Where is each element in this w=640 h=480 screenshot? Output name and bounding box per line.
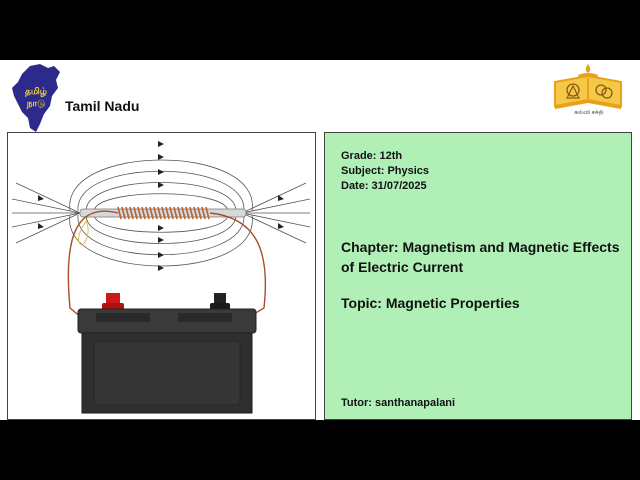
tutor-text: Tutor: santhanapalani <box>341 397 456 409</box>
tamil-nadu-map-icon <box>10 62 64 136</box>
date-text: Date: 31/07/2025 <box>341 180 427 192</box>
chapter-title: Chapter: Magnetism and Magnetic Effects of Electric Current <box>341 239 620 275</box>
solenoid-battery-field-illustration <box>8 133 314 418</box>
tn-logo-text-2: நாடு <box>26 99 46 109</box>
illustration-panel <box>7 132 316 420</box>
slide <box>0 60 640 420</box>
info-panel <box>324 132 632 420</box>
kalvi-sakthi-emblem-icon <box>551 62 625 128</box>
topic-title: Topic: Magnetic Properties <box>341 295 520 311</box>
tn-logo-text-1: தமிழ் <box>25 87 47 97</box>
emblem-caption: கல்வி சக்தி <box>574 110 604 116</box>
subject-text: Subject: Physics <box>341 165 430 177</box>
state-name: Tamil Nadu <box>65 98 140 114</box>
meta-block <box>341 149 429 194</box>
grade-text: Grade: 12th <box>341 150 403 162</box>
